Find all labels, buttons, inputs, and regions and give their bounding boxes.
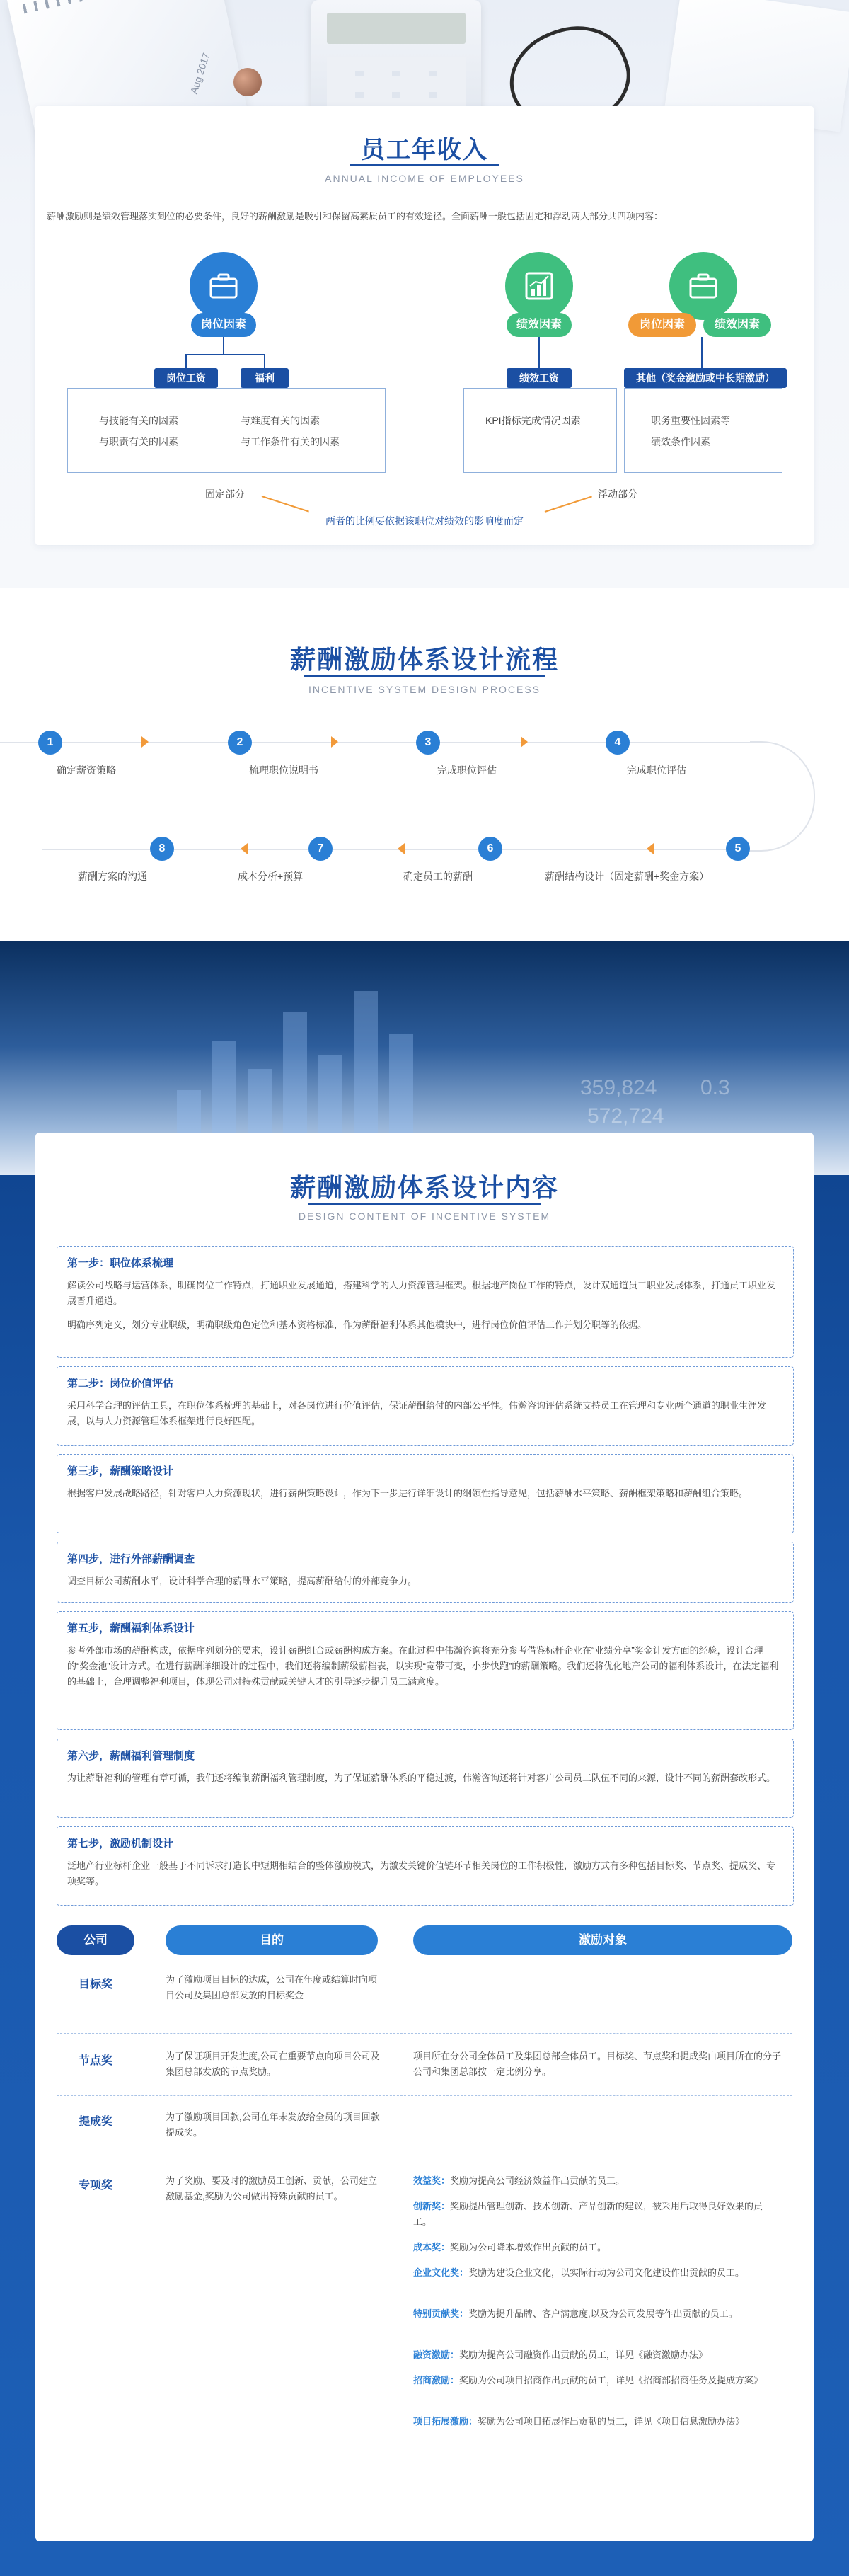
intro-text: 薪酬激励则是绩效管理落实到位的必要条件，良好的薪酬激励是吸引和保留高素质员工的有效途径。全面薪酬一般包括固定和浮动两大部分共四项内容： [47, 211, 664, 222]
connector-line [701, 337, 703, 368]
position-factor-pill: 岗位因素 [191, 313, 256, 337]
step-card-2 [57, 1366, 794, 1446]
step-label: 确定薪资策略 [57, 765, 116, 776]
special-award-item: 特别贡献奖：奖励为提升品牌、客户满意度,以及为公司发展等作出贡献的员工。 [413, 2308, 738, 2319]
factor-text: 与技能有关的因素 [99, 415, 178, 426]
arrow-right-icon [142, 736, 149, 748]
design-content-section [0, 941, 849, 2576]
step-card-7 [57, 1826, 794, 1906]
step-title: 第七步，激励机制设计 [67, 1838, 174, 1850]
step-node-8: 8 [150, 837, 174, 861]
notebook-rings [23, 0, 204, 13]
position-factor-pill: 岗位因素 [628, 313, 696, 337]
connector-line [538, 337, 540, 368]
row-purpose: 为了激励项目回款,公司在年末发放给全员的项目回款提成奖。 [166, 2112, 380, 2138]
special-award-item: 项目拓展激励：奖励为公司项目拓展作出贡献的员工，详见《项目信息激励办法》 [413, 2416, 745, 2427]
row-purpose: 为了保证项目开发进度,公司在重要节点向项目公司及集团总部发放的节点奖励。 [166, 2051, 380, 2077]
step-title: 第三步，薪酬策略设计 [67, 1465, 174, 1477]
step-card-1 [57, 1246, 794, 1358]
step-title: 第一步：职位体系梳理 [67, 1257, 174, 1269]
section-title: 薪酬激励体系设计内容 [289, 1173, 559, 1202]
row-target: 项目所在分公司全体员工及集团总部全体员工。目标奖、节点奖和提成奖由项目所在的分子公司和集团总部按一定比例分享。 [413, 2051, 782, 2077]
step-paragraph: 泛地产行业标杆企业一般基于不同诉求打造长中短期相结合的整体激励模式，为激发关键价值链环节相关岗位的工作积极性，激励方式有多种包括目标奖、节点奖、提成奖、专项奖等。 [67, 1860, 776, 1887]
column-header-purpose: 目的 [166, 1925, 378, 1955]
title-underline [304, 675, 545, 677]
row-purpose: 为了奖励、要及时的激励员工创新、贡献，公司建立激励基金,奖励为公司做出特殊贡献的员工。 [166, 2175, 378, 2202]
other-factor-box [624, 388, 782, 473]
section-title: 薪酬激励体系设计流程 [289, 645, 559, 674]
special-award-item: 效益奖：奖励为提高公司经济效益作出贡献的员工。 [413, 2175, 625, 2186]
performance-factor-box [463, 388, 617, 473]
step-node-6: 6 [478, 837, 502, 861]
arrow-right-icon [331, 736, 338, 748]
factor-text: 与难度有关的因素 [241, 415, 320, 426]
content-card [35, 1133, 814, 2541]
position-factor-box [67, 388, 386, 473]
title-underline [350, 164, 499, 166]
arrow-left-icon [647, 843, 654, 854]
column-header-company: 公司 [57, 1925, 134, 1955]
step-node-3: 3 [416, 731, 440, 755]
connector-line [264, 354, 265, 368]
row-purpose: 为了激励项目目标的达成，公司在年度或结算时向项目公司及集团总部发放的目标奖金 [166, 1974, 378, 2000]
step-card-4 [57, 1542, 794, 1603]
title-underline [308, 1203, 541, 1205]
row-key: 节点奖 [78, 2055, 112, 2067]
column-header-target: 激励对象 [413, 1925, 792, 1955]
step-card-5 [57, 1611, 794, 1730]
row-key: 专项奖 [78, 2180, 112, 2192]
factor-text: 与工作条件有关的因素 [241, 436, 340, 447]
connector-line [185, 354, 265, 355]
step-node-1: 1 [38, 731, 62, 755]
step-paragraph: 采用科学合理的评估工具，在职位体系梳理的基础上，对各岗位进行价值评估，保证薪酬给付的内部公平性。伟瀚咨询评估系统支持员工在管理和专业两个通道的职业生涯发展，以与人力资源管理体系框架进行良好匹配。 [67, 1400, 767, 1426]
factor-text: 绩效条件因素 [651, 436, 710, 447]
step-node-5: 5 [726, 837, 750, 861]
step-label: 梳理职位说明书 [249, 765, 318, 776]
step-label: 完成职位评估 [437, 765, 497, 776]
banner-number: 359,824 [580, 1076, 657, 1099]
step-paragraph: 解读公司战略与运营体系，明确岗位工作特点，打通职业发展通道，搭建科学的人力资源管理框架。根据地产岗位工作的特点，设计双通道员工职业发展体系，打通员工职业发展晋升通道。 [67, 1280, 776, 1306]
process-section [0, 588, 849, 941]
process-track [42, 849, 750, 850]
factor-text: KPI指标完成情况因素 [485, 415, 581, 426]
annual-income-section [0, 0, 849, 588]
row-divider [57, 2095, 792, 2096]
step-paragraph: 为让薪酬福利的管理有章可循，我们还将编制薪酬福利管理制度，为了保证薪酬体系的平稳过渡，伟瀚咨询还将针对客户公司员工队伍不同的来源，设计不同的薪酬套改形式。 [67, 1773, 776, 1783]
step-label: 成本分析+预算 [238, 871, 304, 882]
process-track [0, 742, 750, 743]
step-node-7: 7 [308, 837, 333, 861]
coin-image [233, 68, 262, 96]
step-title: 第二步：岗位价值评估 [67, 1378, 174, 1390]
step-node-2: 2 [228, 731, 252, 755]
factor-text: 职务重要性因素等 [651, 415, 730, 426]
step-card-3 [57, 1454, 794, 1533]
banner-number: 0.3 [700, 1076, 730, 1099]
factor-text: 与职责有关的因素 [99, 436, 178, 447]
step-label: 完成职位评估 [627, 765, 686, 776]
special-award-item: 招商激励：奖励为公司项目招商作出贡献的员工，详见《招商部招商任务及提成方案》 [413, 2375, 763, 2386]
connector-line [185, 354, 187, 368]
step-label: 薪酬方案的沟通 [78, 871, 147, 882]
step-title: 第四步，进行外部薪酬调查 [67, 1553, 195, 1565]
step-node-4: 4 [606, 731, 630, 755]
step-paragraph: 调查目标公司薪酬水平，设计科学合理的薪酬水平策略，提高薪酬给付的外部竞争力。 [67, 1576, 417, 1586]
step-title: 第五步，薪酬福利体系设计 [67, 1622, 195, 1635]
chart-icon [505, 252, 573, 320]
notebook-date: Aug 2017 [187, 51, 212, 96]
banner-number: 572,724 [587, 1104, 664, 1128]
connector-line [223, 337, 224, 354]
step-title: 第六步，薪酬福利管理制度 [67, 1750, 195, 1762]
briefcase-icon [669, 252, 737, 320]
section-subtitle: ANNUAL INCOME OF EMPLOYEES [325, 173, 524, 184]
section-subtitle: DESIGN CONTENT OF INCENTIVE SYSTEM [298, 1210, 551, 1222]
performance-salary-tag: 绩效工资 [507, 368, 572, 388]
row-key: 提成奖 [78, 2116, 112, 2128]
step-paragraph: 根据客户发展战略路径，针对客户人力资源现状，进行薪酬策略设计，作为下一步进行详细设计的纲领性指导意见，包括薪酬水平策略、薪酬框架策略和薪酬组合策略。 [67, 1488, 749, 1499]
section-title: 员工年收入 [361, 137, 488, 164]
other-incentive-tag: 其他（奖金激励或中长期激励） [624, 368, 787, 388]
arrow-left-icon [241, 843, 248, 854]
step-card-6 [57, 1739, 794, 1818]
special-award-item: 融资激励：奖励为提高公司融资作出贡献的员工，详见《融资激励办法》 [413, 2349, 708, 2360]
income-card [35, 106, 814, 545]
arrow-left-icon [398, 843, 405, 854]
row-key: 目标奖 [78, 1979, 112, 1991]
arrow-right-icon [521, 736, 528, 748]
fixed-part-label: 固定部分 [205, 488, 245, 500]
briefcase-icon [190, 252, 258, 320]
performance-factor-pill: 绩效因素 [507, 313, 572, 337]
floating-part-label: 浮动部分 [598, 488, 637, 500]
special-award-item: 成本奖：奖励为公司降本增效作出贡献的员工。 [413, 2242, 607, 2252]
step-paragraph: 明确序列定义，划分专业职级，明确职级角色定位和基本资格标准，作为薪酬福利体系其他模块中，进行岗位价值评估工作并划分职等的依据。 [67, 1320, 647, 1330]
step-label: 薪酬结构设计（固定薪酬+奖金方案） [545, 871, 710, 882]
row-divider [57, 2033, 792, 2034]
step-label: 确定员工的薪酬 [403, 871, 473, 882]
special-award-item: 企业文化奖：奖励为建设企业文化，以实际行动为公司文化建设作出贡献的员工。 [413, 2267, 745, 2278]
process-track-curve [750, 741, 815, 852]
step-paragraph: 参考外部市场的薪酬构成，依据序列划分的要求，设计薪酬组合或薪酬构成方案。在此过程中伟瀚咨询将充分参考借鉴标杆企业在“业绩分享”奖金计发方面的经验，设计合理的“奖金池”设计方式。在进行薪酬详细设计的过程中，我们还将编制薪级薪档表，以实现“宽带可变，小步快跑”的薪酬策略。我们还将优化地产公司的福利体系设计，在法定福利的基础上，合理调整福利项目，体现公司对特殊贡献或关键人才的引导逐步提升员工满意度。 [67, 1645, 779, 1687]
section-subtitle: INCENTIVE SYSTEM DESIGN PROCESS [308, 684, 541, 695]
welfare-tag: 福利 [241, 368, 289, 388]
performance-factor-pill: 绩效因素 [703, 313, 771, 337]
special-award-item: 创新奖：奖励提出管理创新、技术创新、产品创新的建议，被采用后取得良好效果的员工。 [413, 2201, 763, 2227]
calculator-screen [327, 13, 466, 44]
position-salary-tag: 岗位工资 [154, 368, 218, 388]
ratio-note: 两者的比例要依据该职位对绩效的影响度而定 [325, 515, 524, 527]
